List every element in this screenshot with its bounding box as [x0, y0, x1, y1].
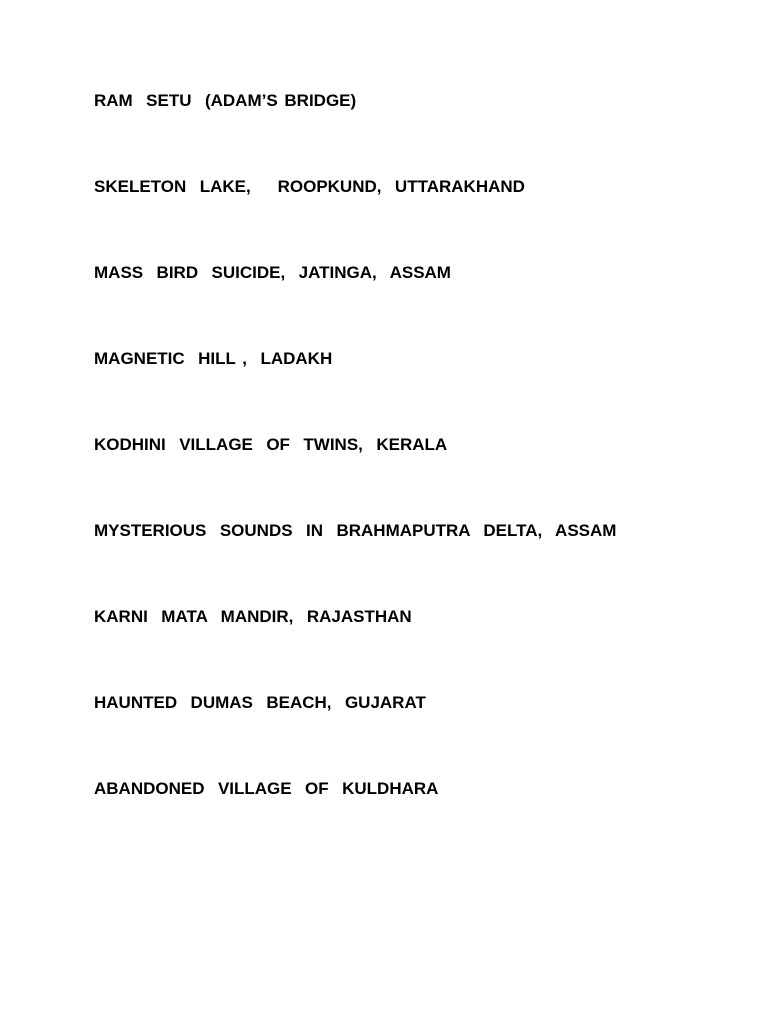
list-item: KARNI MATA MANDIR, RAJASTHAN [94, 607, 412, 626]
list-item: ABANDONED VILLAGE OF KULDHARA [94, 779, 439, 798]
list-item: MYSTERIOUS SOUNDS IN BRAHMAPUTRA DELTA, ASSAM [94, 521, 617, 540]
list-item: HAUNTED DUMAS BEACH, GUJARAT [94, 693, 426, 712]
list-item: SKELETON LAKE, ROOPKUND, UTTARAKHAND [94, 177, 525, 196]
list-item: MAGNETIC HILL , LADAKH [94, 349, 333, 368]
place-list [94, 90, 754, 864]
list-item: MASS BIRD SUICIDE, JATINGA, ASSAM [94, 263, 451, 282]
list-item: RAM SETU (ADAM’S BRIDGE) [94, 91, 357, 110]
list-item: KODHINI VILLAGE OF TWINS, KERALA [94, 435, 448, 454]
